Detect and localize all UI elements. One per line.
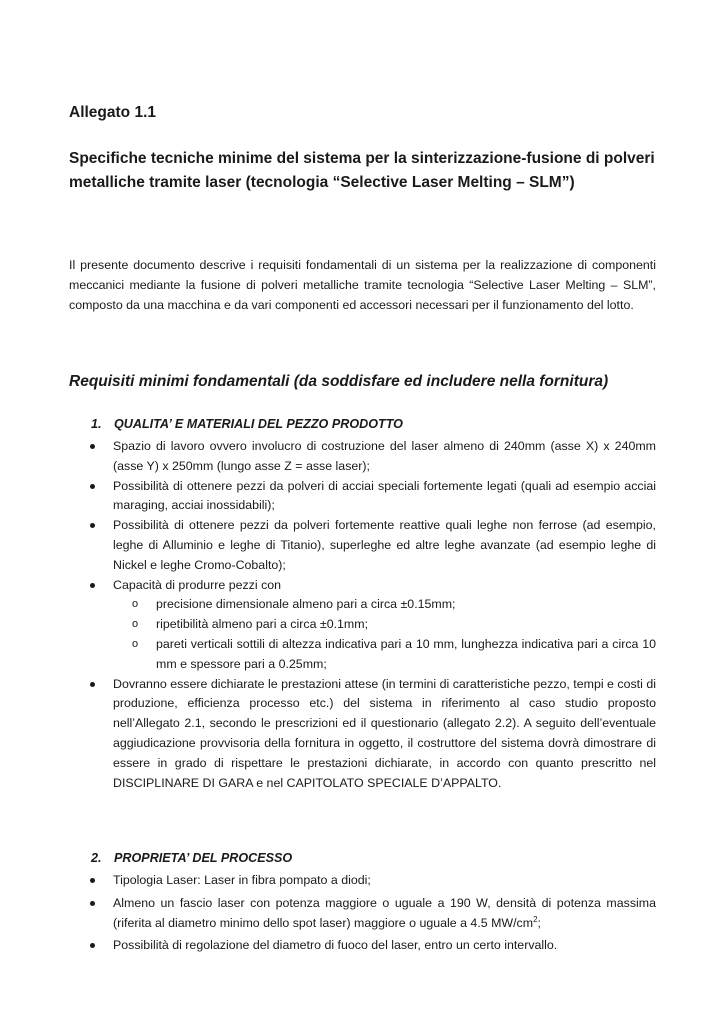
- section1-number: 1.: [91, 417, 102, 431]
- annex-label: Allegato 1.1: [69, 104, 156, 121]
- sub-list-item-text: precisione dimensionale almeno pari a circa ±0.15mm;: [156, 597, 456, 612]
- section2-heading: [91, 851, 292, 865]
- bullet-icon: [90, 444, 95, 449]
- list-item: [69, 675, 656, 794]
- list-item-text: Possibilità di ottenere pezzi da polveri di acciai speciali fortemente legati (quali ad esempio acciai maraging, acciai inossidabili);: [113, 478, 656, 513]
- list-item-text: Dovranno essere dichiarate le prestazioni attese (in termini di caratteristiche pezzo, tempi e costi di produzione, efficienza processo etc.) del sistema in riferimento al caso studio proposto nell’Allegato 2.1, secondo le prescrizioni ed il questionario (allegato 2.2). A seguito dell’eventuale aggiudicazione provvisoria della fornitura in oggetto, il costruttore del sistema dovrà dimostrare di essere in grado di rispettare le prestazioni dichiarate, in accordo con quanto prescritto nel DISCIPLINARE DI GARA e nel CAPITOLATO SPECIALE D’APPALTO.: [113, 676, 656, 790]
- section1-heading: [91, 417, 403, 431]
- sub-list-item-text: pareti verticali sottili di altezza indicativa pari a 10 mm, lunghezza indicativa pari a circa 10 mm e spessore pari a 0.25mm;: [156, 636, 656, 671]
- circle-bullet-icon: o: [132, 618, 139, 631]
- section2-list: [69, 871, 656, 956]
- list-item-end: ;: [537, 915, 541, 930]
- list-item: [69, 576, 656, 596]
- sub-list-item-text: ripetibilità almeno pari a circa ±0.1mm;: [156, 617, 369, 632]
- list-item: [69, 871, 656, 891]
- section1-list: [69, 437, 656, 793]
- circle-bullet-icon: o: [132, 637, 139, 650]
- list-item-text: Possibilità di ottenere pezzi da polveri fortemente reattive quali leghe non ferrose (ad esempio, leghe di Alluminio e leghe di Titanio), superleghe ed altre leghe avanzate (ad esempio leghe di Nickel e leghe Cromo-Cobalto);: [113, 518, 656, 572]
- sub-list-item: [69, 595, 656, 615]
- list-item: [69, 516, 656, 575]
- bullet-icon: [90, 523, 95, 528]
- sub-list-item: [69, 615, 656, 635]
- intro-paragraph: Il presente documento descrive i requisiti fondamentali di un sistema per la realizzazione di componenti meccanici mediante la fusione di polveri metalliche tramite tecnologia “Selective Laser Melting – SLM”, composto da una macchina e da vari componenti ed accessori necessari per il funzionamento del lotto.: [69, 258, 656, 312]
- list-item-text: Capacità di produrre pezzi con: [113, 577, 282, 592]
- list-item: [69, 936, 656, 956]
- bullet-icon: [90, 943, 95, 948]
- section2-heading-text: PROPRIETA’ DEL PROCESSO: [114, 851, 293, 865]
- circle-bullet-icon: o: [132, 598, 139, 611]
- section1-heading-text: QUALITA’ E MATERIALI DEL PEZZO PRODOTTO: [114, 417, 403, 431]
- list-item: [69, 894, 656, 934]
- list-item-text: Tipologia Laser: Laser in fibra pompato a diodi;: [113, 873, 371, 887]
- bullet-icon: [90, 878, 95, 883]
- bullet-icon: [90, 484, 95, 489]
- list-item-text: Possibilità di regolazione del diametro di fuoco del laser, entro un certo intervallo.: [113, 938, 558, 953]
- list-item-text: Spazio di lavoro ovvero involucro di costruzione del laser almeno di 240mm (asse X) x 240mm (asse Y) x 250mm (lungo asse Z = asse laser);: [113, 439, 656, 473]
- section-heading: Requisiti minimi fondamentali (da soddisfare ed includere nella fornitura): [69, 373, 609, 390]
- document-title: Specifiche tecniche minime del sistema per la sinterizzazione-fusione di polveri metalliche tramite laser (tecnologia “Selective Laser Melting – SLM”): [69, 150, 655, 191]
- list-item-text: Almeno un fascio laser con potenza maggiore o uguale a 190 W, densità di potenza massima (riferita al diametro minimo dello spot laser) maggiore o uguale a 4.5 MW/cm: [113, 895, 656, 930]
- sub-list-item: [69, 635, 656, 675]
- bullet-icon: [90, 901, 95, 906]
- bullet-icon: [90, 682, 95, 687]
- superscript: 2: [533, 914, 538, 924]
- list-item: [69, 477, 656, 517]
- bullet-icon: [90, 583, 95, 588]
- list-item: [69, 437, 656, 477]
- section2-number: 2.: [91, 851, 102, 865]
